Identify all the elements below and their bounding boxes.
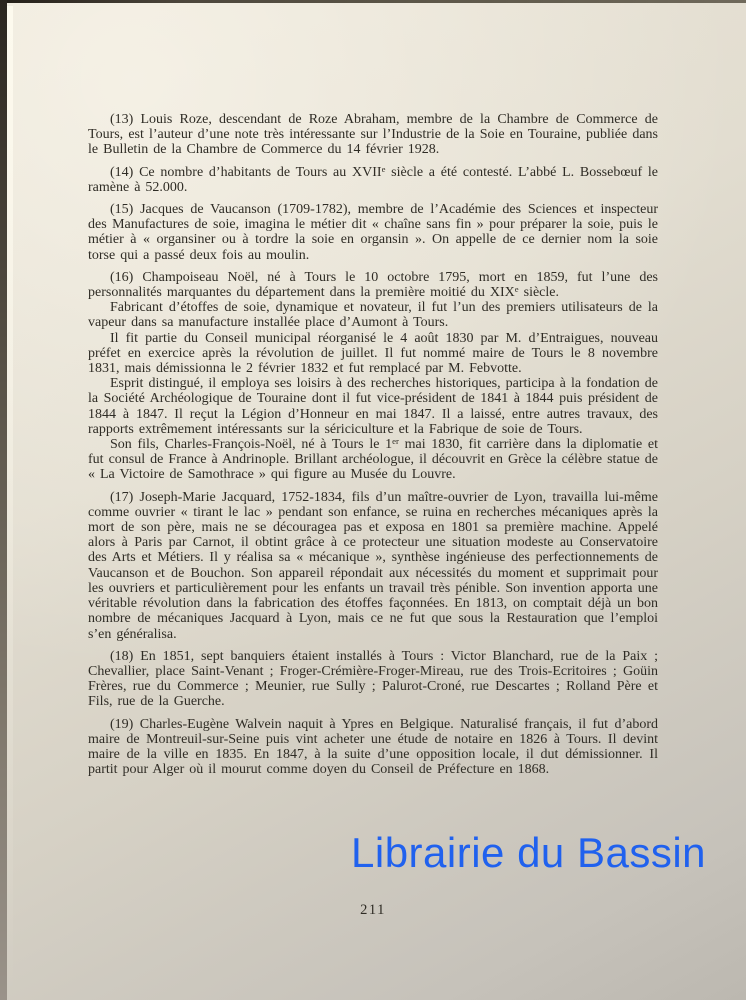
footnote-paragraph: (15) Jacques de Vaucanson (1709-1782), membre de l’Académie des Sciences et inspecteur des Manufactures de soie, imagina le métier dit « chaîne sans fin » pour préparer la soie, puis le métier à « organsiner ou à tordre la soie en organsin ». On appelle de ce dernier nom la soie torse qui a passé deux fois au moulin. bbox=[88, 202, 658, 263]
footnote-paragraph: Esprit distingué, il employa ses loisirs à des recherches historiques, participa à la fondation de la Société Archéologique de Touraine dont il fut vice-président de 1841 à 1844 puis président de 1844 à 1847. Il reçut la Légion d’Honneur en mai 1847. Il a laissé, entre autres travaux, des rapports extrêmement intéressants sur la sériciculture et la Fabrique de soie de Tours. bbox=[88, 376, 658, 437]
watermark: Librairie du Bassin bbox=[351, 829, 707, 876]
footnote-paragraph: Fabricant d’étoffes de soie, dynamique et novateur, il fut l’un des premiers utilisateurs de la vapeur dans sa manufacture installée place d’Aumont à Tours. bbox=[88, 300, 658, 331]
footnote-paragraph: Son fils, Charles-François-Noël, né à Tours le 1er mai 1830, fit carrière dans la diplomatie et fut consul de France à Andrinople. Brillant archéologue, il découvrit en Grèce la célèbre statue de « La Victoire de Samothrace » qui figure au Musée du Louvre. bbox=[88, 436, 658, 483]
footnotes-block bbox=[88, 112, 658, 777]
page-left-edge-highlight bbox=[7, 6, 13, 1000]
page-number: 211 bbox=[360, 902, 386, 918]
footnote-paragraph: (16) Champoiseau Noël, né à Tours le 10 octobre 1795, mort en 1859, fut l’une des personnalités marquantes du département dans la première moitié du XIXe siècle. bbox=[88, 269, 658, 301]
footnote-paragraph: (13) Louis Roze, descendant de Roze Abraham, membre de la Chambre de Commerce de Tours, est l’auteur d’une note très intéressante sur l’Industrie de la Soie en Touraine, publiée dans le Bulletin de la Chambre de Commerce du 14 février 1928. bbox=[88, 112, 658, 158]
footnote-paragraph: (18) En 1851, sept banquiers étaient installés à Tours : Victor Blanchard, rue de la Paix ; Chevallier, place Saint-Venant ; Froger-Crémière-Froger-Mireau, rue des Trois-Ecritoires ; Goüin Frères, rue du Commerce ; Meunier, rue Sully ; Palurot-Croné, rue Descartes ; Rolland Père et Fils, rue de la Guerche. bbox=[88, 648, 658, 710]
footnote-paragraph: (17) Joseph-Marie Jacquard, 1752-1834, fils d’un maître-ouvrier de Lyon, travailla lui-même comme ouvrier « tirant le lac » pendant son enfance, se ruina en recherches mécaniques après la mort de son père, mais ne se découragea pas et exposa en 1801 sa première machine. Appelé alors à Paris par Carnot, il obtint grâce à ce protecteur une situation modeste au Conservatoire des Arts et Métiers. Il y réalisa sa « mécanique », synthèse ingénieuse des perfectionnements de Vaucanson et de Bouchon. Son appareil répondait aux nécessités du moment et supprimait pour les ouvriers et particulièrement pour les enfants un travail très pénible. Son invention apporta une véritable révolution dans la fabrication des étoffes façonnées. En 1813, on comptait déjà un bon nombre de mécaniques Jacquard à Lyon, mais ce ne fut que sous la Restauration que l’emploi s’en généralisa. bbox=[88, 489, 658, 642]
footnote-paragraph: Il fit partie du Conseil municipal réorganisé le 4 août 1830 par M. d’Entraigues, nouveau préfet en exercice après la révolution de juillet. Il fut nommé maire de Tours le 8 novembre 1831, mais démissionna le 2 février 1832 et fut remplacé par M. Febvotte. bbox=[88, 330, 658, 377]
footnote-paragraph: (14) Ce nombre d’habitants de Tours au XVIIe siècle a été contesté. L’abbé L. Bossebœuf le ramène à 52.000. bbox=[88, 163, 658, 195]
footnote-paragraph: (19) Charles-Eugène Walvein naquit à Ypres en Belgique. Naturalisé français, il fut d’abord maire de Montreuil-sur-Seine puis vint acheter une étude de notaire en 1826 à Tours. Il devint maire de la ville en 1835. En 1847, à la suite d’une opposition locale, il dut démissionner. Il partit pour Alger où il mourut comme doyen du Conseil de Préfecture en 1868. bbox=[88, 716, 658, 778]
page-left-edge bbox=[0, 0, 7, 1000]
page-top-edge bbox=[0, 0, 746, 3]
